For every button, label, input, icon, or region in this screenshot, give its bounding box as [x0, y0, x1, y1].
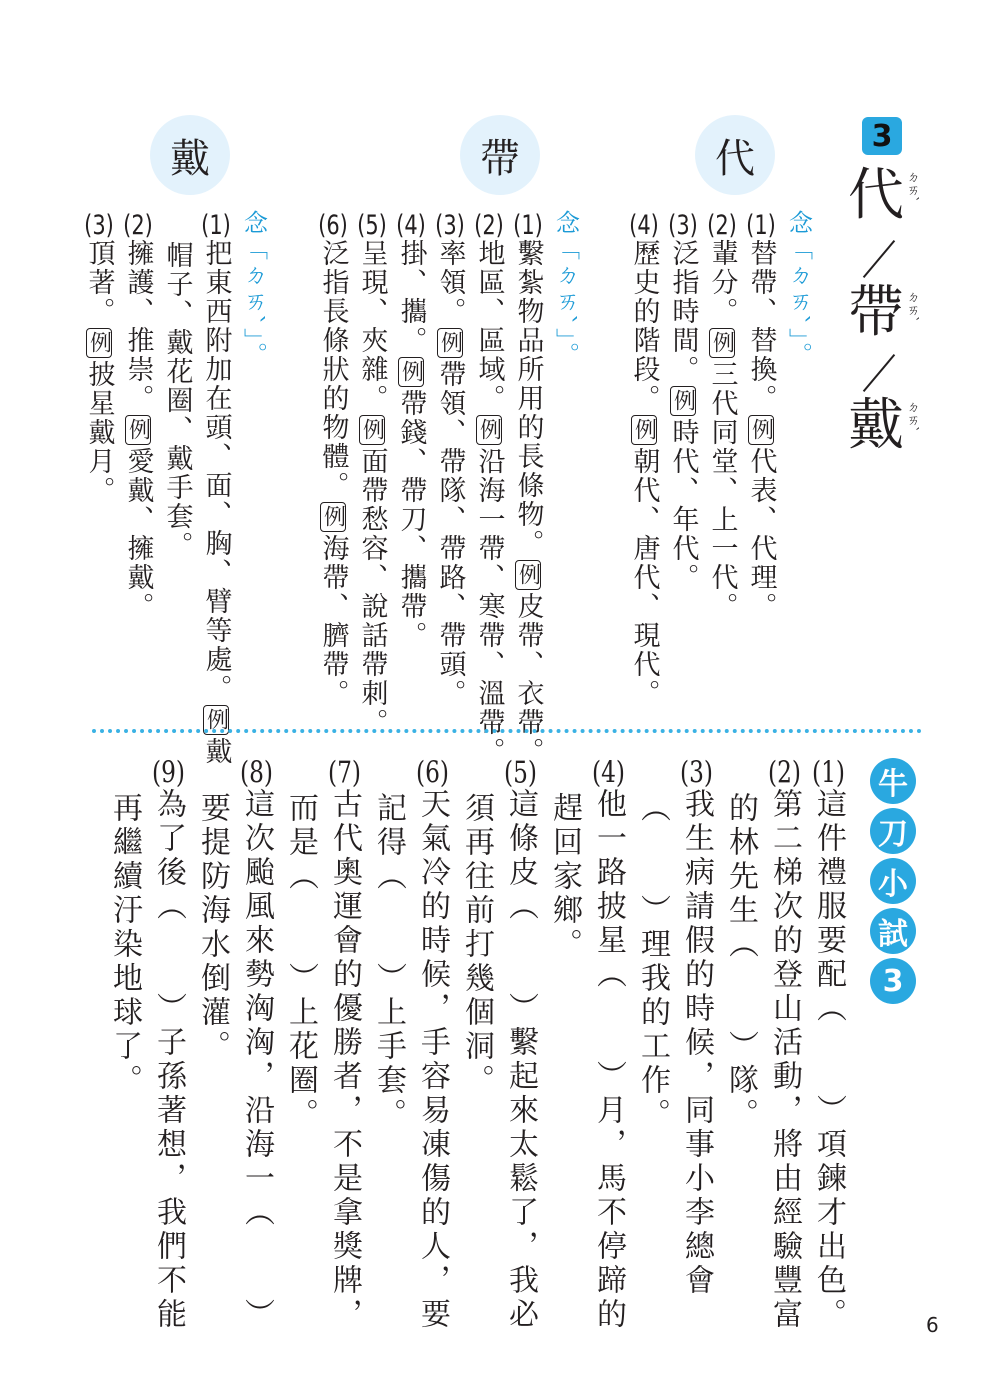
- title-char: 代: [848, 163, 904, 228]
- quiz-title-char: 3: [870, 958, 916, 1004]
- question-line: 再繼續汙染地球了。: [107, 792, 142, 1098]
- question-line: (9)為了後（ ）子孫著想，我們不能: [151, 758, 186, 1332]
- quiz-title-char: 牛: [870, 758, 916, 804]
- lesson-number-badge: 3: [862, 117, 902, 155]
- question-number: (2): [768, 758, 801, 788]
- slash-divider: [863, 354, 895, 392]
- definition-number: (2): [123, 212, 153, 239]
- question-line: 要提防海水倒灌。: [195, 792, 230, 1064]
- example-marker: 例: [631, 415, 657, 445]
- definition-line: (4)掛、攜。例帶錢、帶刀、攜帶。: [395, 212, 427, 650]
- definition-number: (3): [435, 212, 465, 239]
- example-marker: 例: [437, 328, 463, 358]
- definition-line: (1)替帶、替換。例代表、代理。: [745, 212, 777, 621]
- definition-number: (1): [746, 212, 776, 239]
- definition-number: (4): [396, 212, 426, 239]
- example-marker: 例: [670, 386, 696, 416]
- definition-number: (5): [357, 212, 387, 239]
- question-line: 的林先生（ ）隊。: [723, 792, 758, 1132]
- question-line: (7)古代奧運會的優勝者，不是拿獎牌，: [327, 758, 362, 1332]
- definition-line: (2)輩分。例三代同堂、上一代。: [706, 212, 738, 621]
- reading-label: 念「ㄉㄞˋ」。: [784, 210, 813, 368]
- definition-number: (3): [84, 212, 114, 239]
- example-marker: 例: [476, 415, 502, 445]
- question-line: 須再往前打幾個洞。: [459, 792, 494, 1098]
- definition-number: (6): [318, 212, 348, 239]
- question-number: (6): [416, 758, 449, 788]
- question-line: (2)第二梯次的登山活動，將由經驗豐富: [767, 758, 802, 1332]
- quiz-title-char: 小: [870, 858, 916, 904]
- definition-number: (1): [201, 212, 231, 239]
- example-marker: 例: [748, 415, 774, 445]
- reading-label: 念「ㄉㄞˋ」。: [551, 210, 580, 368]
- page-number: 6: [926, 1313, 939, 1337]
- question-line: 而是（ ）上花圈。: [283, 792, 318, 1132]
- definition-line: (2)地區、區域。例沿海一帶、寒帶、溫帶。: [473, 212, 505, 766]
- definition-number: (1): [513, 212, 543, 239]
- quiz-title-char: 刀: [870, 808, 916, 854]
- definition-line: (1)繫紮物品所用的長條物。例皮帶、衣帶。: [512, 212, 544, 766]
- question-number: (5): [504, 758, 537, 788]
- definition-line: (2)擁護、推崇。例愛戴、擁戴。: [122, 212, 154, 621]
- question-line: (8)這次颱風來勢洶洶，沿海一（ ）: [239, 758, 274, 1332]
- question-number: (8): [240, 758, 273, 788]
- reading-label: 念「ㄉㄞˋ」。: [239, 210, 268, 368]
- question-line: (4)他一路披星（ ）月，馬不停蹄的: [591, 758, 626, 1332]
- question-line: (3)我生病請假的時候，同事小李總會: [679, 758, 714, 1298]
- example-marker: 例: [709, 328, 735, 358]
- slash-divider: [863, 240, 895, 278]
- question-number: (3): [680, 758, 713, 788]
- dotted-divider: [92, 729, 922, 733]
- question-line: (5)這條皮（ ）繫起來太鬆了，我必: [503, 758, 538, 1332]
- example-marker: 例: [398, 357, 424, 387]
- question-line: (1)這件禮服要配（ ）項鍊才出色。: [811, 758, 846, 1332]
- question-number: (1): [812, 758, 845, 788]
- question-number: (4): [592, 758, 625, 788]
- example-marker: 例: [515, 560, 541, 590]
- character-circle: 帶: [460, 115, 540, 195]
- example-marker: 例: [203, 705, 229, 735]
- example-marker: 例: [86, 328, 112, 358]
- example-marker: 例: [320, 502, 346, 532]
- definition-line: (4)歷史的階段。例朝代、唐代、現代。: [628, 212, 660, 708]
- definition-number: (4): [629, 212, 659, 239]
- example-marker: 例: [359, 415, 385, 445]
- question-line: 記得（ ）上手套。: [371, 792, 406, 1132]
- definition-line: (6)泛指長條狀的物體。例海帶、臍帶。: [317, 212, 349, 708]
- definition-number: (2): [474, 212, 504, 239]
- definition-line: (3)頂著。例披星戴月。: [83, 212, 115, 505]
- quiz-title-char: 試: [870, 908, 916, 954]
- title-char: 帶: [848, 280, 904, 345]
- title-bopomofo: ㄉㄞˋ: [904, 400, 919, 433]
- question-line: 趕回家鄉。: [547, 792, 582, 962]
- example-marker: 例: [125, 415, 151, 445]
- definition-line: (3)泛指時間。例時代、年代。: [667, 212, 699, 592]
- definition-line: (1)把東西附加在頭、面、胸、臂等處。例戴: [200, 212, 232, 766]
- definition-number: (3): [668, 212, 698, 239]
- title-bopomofo: ㄉㄞˋ: [904, 170, 919, 203]
- definition-line: (3)率領。例帶領、帶隊、帶路、帶頭。: [434, 212, 466, 708]
- question-number: (7): [328, 758, 361, 788]
- definition-line: (5)呈現、夾雜。例面帶愁容、說話帶刺。: [356, 212, 388, 737]
- title-char: 戴: [848, 393, 904, 458]
- question-line: （ ）理我的工作。: [635, 792, 670, 1132]
- definition-number: (2): [707, 212, 737, 239]
- question-number: (9): [152, 758, 185, 788]
- definition-line: 帽子、戴花圈、戴手套。: [161, 241, 193, 560]
- character-circle: 代: [695, 115, 775, 195]
- character-circle: 戴: [150, 115, 230, 195]
- title-bopomofo: ㄉㄞˋ: [904, 290, 919, 323]
- question-line: (6)天氣冷的時候，手容易凍傷的人，要: [415, 758, 450, 1332]
